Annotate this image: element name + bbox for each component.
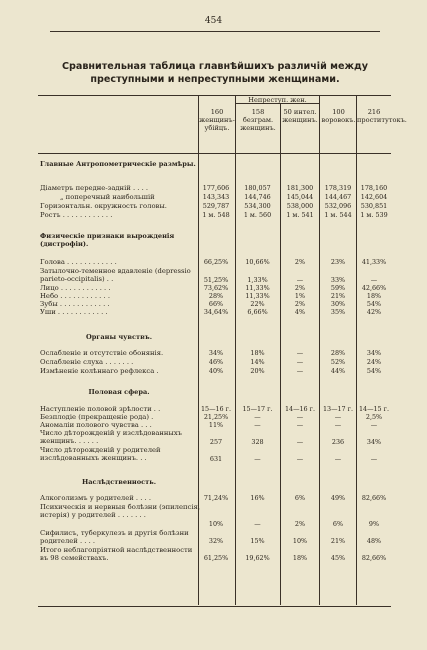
cell-thieves: 6% bbox=[332, 520, 344, 528]
cell-illiterate: 10,66% bbox=[245, 258, 270, 266]
cell-illiterate: 11,33% bbox=[245, 292, 270, 300]
cell-thieves: — bbox=[334, 455, 342, 463]
section-title: Наслѣдственность. bbox=[82, 478, 156, 486]
cell-illiterate: 1,33% bbox=[247, 276, 268, 284]
row-label: Голова . . . . . . . . . . . . bbox=[40, 258, 117, 266]
table-row bbox=[0, 267, 427, 284]
cell-murderers: 28% bbox=[208, 292, 224, 300]
cell-prostitutes: 34% bbox=[366, 438, 382, 446]
table-row bbox=[0, 193, 427, 202]
cell-murderers: 61,25% bbox=[203, 554, 229, 562]
cell-prostitutes: 24% bbox=[366, 358, 382, 366]
cell-thieves: 45% bbox=[330, 554, 346, 562]
row-label: Психическія и нервныя болѣзни (эпилепсія, истерія) у родителей . . . . . . . bbox=[40, 503, 200, 520]
cell-prostitutes: 9% bbox=[368, 520, 380, 528]
cell-illiterate: — bbox=[254, 455, 261, 463]
row-label: Лицо . . . . . . . . . . . . bbox=[40, 284, 111, 292]
table-title: Сравнительная таблица главнѣйшихъ различій между преступными и непреступными женщинами. bbox=[61, 61, 369, 85]
cell-prostitutes: 54% bbox=[366, 367, 382, 375]
header-thieves: 100 воровокъ. bbox=[321, 108, 356, 124]
cell-prostitutes: — bbox=[370, 455, 378, 463]
cell-prostitutes: — bbox=[370, 276, 378, 284]
cell-educated: — bbox=[296, 349, 304, 357]
cell-illiterate: 16% bbox=[250, 494, 265, 502]
cell-thieves: 59% bbox=[330, 284, 346, 292]
cell-murderers: 71,24% bbox=[203, 494, 229, 502]
cell-educated: — bbox=[296, 358, 304, 366]
cell-thieves: 144,467 bbox=[324, 193, 352, 201]
row-label: Діаметръ передне-задній . . . . bbox=[40, 184, 149, 192]
cell-murderers: 10% bbox=[208, 520, 224, 528]
row-label: Горизонтальн. окружность головы. bbox=[40, 202, 167, 210]
section-title: Органы чувствъ. bbox=[85, 333, 153, 341]
table-row bbox=[0, 429, 427, 446]
row-label: Аномаліи полового чувства . . . bbox=[40, 421, 152, 429]
cell-illiterate: — bbox=[254, 421, 261, 429]
cell-murderers: 11% bbox=[208, 421, 224, 429]
cell-thieves: 178,319 bbox=[324, 184, 352, 192]
section-title: Главные Антропометрическіе размѣры. bbox=[40, 160, 196, 168]
cell-murderers: 51,25% bbox=[203, 276, 229, 284]
table-row bbox=[0, 358, 427, 367]
cell-illiterate: 11,33% bbox=[245, 284, 270, 292]
table-row bbox=[0, 529, 427, 546]
cell-thieves: 13—17 г. bbox=[322, 405, 354, 413]
cell-thieves: 28% bbox=[330, 349, 346, 357]
row-label: Итого неблагопріятной наслѣдственности въ 98 семействахъ. bbox=[40, 546, 193, 563]
table-row bbox=[0, 494, 427, 503]
cell-prostitutes: 18% bbox=[366, 292, 382, 300]
cell-thieves: 21% bbox=[330, 292, 346, 300]
cell-educated: 10% bbox=[292, 537, 308, 545]
cell-educated: 538,000 bbox=[286, 202, 314, 210]
cell-educated: — bbox=[296, 421, 304, 429]
page-number: 454 bbox=[204, 16, 223, 26]
cell-prostitutes: 1 м. 539 bbox=[360, 211, 388, 219]
table-row bbox=[0, 349, 427, 358]
cell-educated: 181,300 bbox=[286, 184, 314, 192]
cell-murderers: 66% bbox=[208, 300, 224, 308]
cell-illiterate: 144,746 bbox=[244, 193, 271, 201]
cell-prostitutes: 48% bbox=[366, 537, 382, 545]
cell-educated: 6% bbox=[294, 494, 306, 502]
cell-murderers: 66,25% bbox=[203, 258, 229, 266]
cell-educated: — bbox=[296, 276, 304, 284]
cell-educated: 145,044 bbox=[286, 193, 314, 201]
table-row bbox=[0, 211, 427, 220]
table-row bbox=[0, 202, 427, 211]
cell-murderers: 21,25% bbox=[203, 413, 229, 421]
cell-educated: — bbox=[296, 438, 304, 446]
cell-educated: — bbox=[296, 413, 304, 421]
cell-illiterate: 14% bbox=[250, 358, 265, 366]
cell-illiterate: 20% bbox=[250, 367, 265, 375]
cell-prostitutes: 142,604 bbox=[360, 193, 388, 201]
cell-prostitutes: 2,5% bbox=[365, 413, 383, 421]
cell-illiterate: 1 м. 560 bbox=[243, 211, 272, 219]
header-rule bbox=[50, 31, 380, 32]
row-label: Ослабленіе и отсутствіе обонянія. bbox=[40, 349, 164, 357]
cell-educated: 2% bbox=[294, 520, 306, 528]
cell-murderers: 32% bbox=[208, 537, 224, 545]
cell-prostitutes: — bbox=[370, 421, 378, 429]
cell-prostitutes: 42% bbox=[366, 308, 382, 316]
cell-prostitutes: 82,66% bbox=[361, 554, 387, 562]
cell-thieves: 49% bbox=[330, 494, 346, 502]
cell-illiterate: 18% bbox=[250, 349, 265, 357]
table-row bbox=[0, 308, 427, 317]
table-row bbox=[0, 258, 427, 267]
cell-illiterate: 19,62% bbox=[245, 554, 270, 562]
cell-illiterate: — bbox=[254, 520, 261, 528]
cell-prostitutes: 34% bbox=[366, 349, 382, 357]
cell-illiterate: 180,057 bbox=[244, 184, 271, 192]
cell-educated: — bbox=[296, 367, 304, 375]
cell-thieves: 23% bbox=[330, 258, 346, 266]
row-label: Ослабленіе слуха . . . . . . . bbox=[40, 358, 134, 366]
table-row bbox=[0, 546, 427, 563]
row-label: Небо . . . . . . . . . . . . bbox=[40, 292, 110, 300]
cell-illiterate: 15% bbox=[250, 537, 265, 545]
cell-thieves: 35% bbox=[330, 308, 346, 316]
row-label: Зубы . . . . . . . . . . . . bbox=[40, 300, 110, 308]
cell-illiterate: 22% bbox=[250, 300, 265, 308]
cell-thieves: 52% bbox=[330, 358, 346, 366]
header-prostitutes: 216 проститутокъ. bbox=[357, 108, 407, 124]
cell-educated: 1 м. 541 bbox=[286, 211, 314, 219]
cell-thieves: — bbox=[334, 413, 342, 421]
table-row bbox=[0, 184, 427, 193]
table-row bbox=[0, 367, 427, 376]
cell-prostitutes: 82,66% bbox=[361, 494, 387, 502]
header-murderers: 160 женщинъ-убійцъ. bbox=[199, 108, 235, 132]
cell-prostitutes: 54% bbox=[366, 300, 382, 308]
row-label: Уши . . . . . . . . . . . . bbox=[40, 308, 108, 316]
row-label: Затылочно-теменное вдавленіе (depressio parieto-occipitalis) . . bbox=[40, 267, 191, 284]
cell-murderers: 34,64% bbox=[203, 308, 229, 316]
cell-prostitutes: 14—15 г. bbox=[358, 405, 390, 413]
section-title: Физическіе признаки вырожденія (дистрофіи). bbox=[40, 232, 175, 248]
cell-illiterate: 6,66% bbox=[247, 308, 268, 316]
cell-thieves: 236 bbox=[331, 438, 345, 446]
row-label: „ поперечный наибольшій bbox=[60, 193, 155, 201]
cell-prostitutes: 42,66% bbox=[361, 284, 387, 292]
cell-thieves: — bbox=[334, 421, 342, 429]
cell-illiterate: 328 bbox=[251, 438, 264, 446]
cell-murderers: 34% bbox=[208, 349, 224, 357]
row-label: Алкоголизмъ у родителей . . . . bbox=[40, 494, 152, 502]
cell-murderers: 143,343 bbox=[202, 193, 230, 201]
cell-prostitutes: 530,851 bbox=[360, 202, 388, 210]
cell-thieves: 33% bbox=[330, 276, 346, 284]
cell-educated: 4% bbox=[294, 308, 306, 316]
cell-educated: 14—16 г. bbox=[284, 405, 316, 413]
cell-thieves: 532,096 bbox=[324, 202, 352, 210]
cell-educated: — bbox=[296, 455, 304, 463]
row-label: Безплодіе (прекращеніе рода) . bbox=[40, 413, 154, 421]
cell-murderers: 529,787 bbox=[202, 202, 230, 210]
cell-educated: 2% bbox=[294, 300, 306, 308]
cell-educated: 2% bbox=[294, 284, 306, 292]
cell-murderers: 177,606 bbox=[202, 184, 230, 192]
cell-educated: 2% bbox=[294, 258, 306, 266]
cell-educated: 1% bbox=[294, 292, 306, 300]
cell-prostitutes: 41,33% bbox=[361, 258, 387, 266]
table-row bbox=[0, 446, 427, 463]
cell-murderers: 1 м. 548 bbox=[202, 211, 230, 219]
cell-murderers: 257 bbox=[209, 438, 223, 446]
cell-thieves: 21% bbox=[330, 537, 346, 545]
header-educated: 50 интел. женщинъ. bbox=[282, 108, 318, 124]
row-label: Наступленіе половой зрѣлости . . bbox=[40, 405, 161, 413]
row-label: Измѣненіе колѣннаго рефлекса . bbox=[40, 367, 159, 375]
cell-prostitutes: 178,160 bbox=[360, 184, 388, 192]
cell-thieves: 1 м. 544 bbox=[324, 211, 352, 219]
row-label: Число дѣторожденій у родителей изслѣдованныхъ женщинъ. . . bbox=[40, 446, 161, 463]
table-row bbox=[0, 503, 427, 528]
cell-murderers: 15—16 г. bbox=[200, 405, 232, 413]
section-title: Половая сфера. bbox=[88, 388, 150, 396]
cell-murderers: 73,62% bbox=[203, 284, 229, 292]
row-label: Число дѣторожденій у изслѣдованныхъ женщинъ. . . . . . bbox=[40, 429, 182, 446]
cell-illiterate: 534,300 bbox=[244, 202, 271, 210]
cell-murderers: 631 bbox=[209, 455, 223, 463]
header-bottom-rule bbox=[38, 153, 391, 154]
cell-educated: 18% bbox=[292, 554, 308, 562]
row-label: Сифилисъ, туберкулезъ и другія болѣзни родителей . . . . bbox=[40, 529, 189, 546]
cell-illiterate: 15—17 г. bbox=[242, 405, 273, 413]
header-group-non-criminal: Непреступ. жен. bbox=[248, 96, 307, 104]
row-label: Ростъ . . . . . . . . . . . . bbox=[40, 211, 113, 219]
header-illiterate: 158 безграм. женщинъ. bbox=[240, 108, 276, 132]
cell-murderers: 40% bbox=[208, 367, 224, 375]
cell-thieves: 44% bbox=[330, 367, 346, 375]
cell-murderers: 46% bbox=[208, 358, 224, 366]
cell-thieves: 30% bbox=[330, 300, 346, 308]
cell-illiterate: — bbox=[254, 413, 261, 421]
